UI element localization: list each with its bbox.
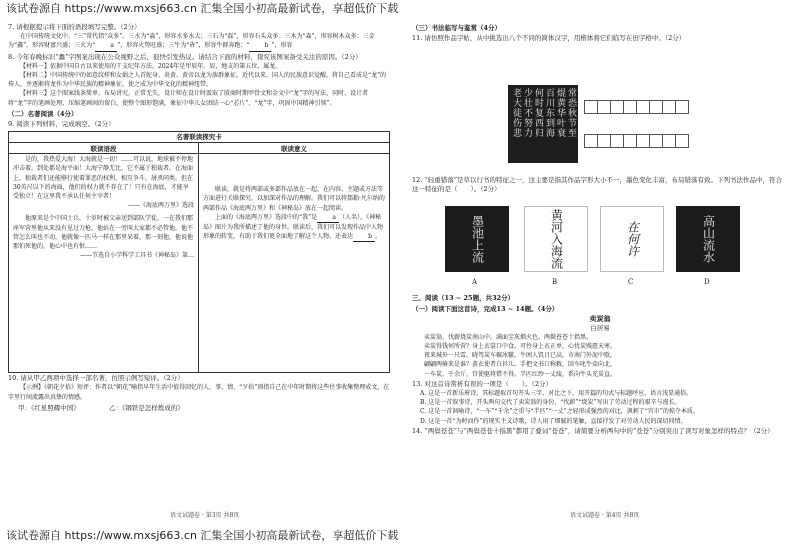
page-footer-right: 语文试题卷 · 第4页 共8页: [570, 512, 640, 519]
watermark-bottom: 该试卷源自 https://www.mxsj663.cn 汇集全国小初高最新试卷，享超低价下载: [6, 529, 399, 542]
question-8: 8. 今年春晚标识“蠡”字图案出现在公众视野之后，很快引发热议。请结合下面的材料，探究该图案备受关注的原因。（2分）: [8, 52, 362, 61]
grid-cell[interactable]: [610, 100, 624, 114]
poem-line: 卖炭翁，伐薪烧炭南山中。满面尘灰烟火色，两鬓苍苍十指黑。: [424, 333, 593, 341]
grid-cell[interactable]: [662, 134, 676, 148]
card-title: 名著联读探究卡: [9, 132, 389, 143]
grid-cell[interactable]: [636, 134, 650, 148]
reading-section: [412, 292, 788, 510]
sample-a-label: A: [472, 278, 478, 286]
question-11: 11. 请仿照作品字帖，从中挑选出八个不同的简体汉字，用楷体将它们临写在田字格中。（2分）: [412, 34, 686, 43]
question-14: 14. “两鬓苍苍”与“两鬓苍苍十指黑”都用了叠词“苍苍”，请简要分析两句中的“苍苍”分别突出了读写对象怎样的特点？（2分）: [412, 426, 774, 435]
grid-cell[interactable]: [649, 100, 663, 114]
option-c: C. 这是一首讽喻诗，“一车”“千余”之重与“半匹”“一丈”之轻形成强烈的对比，讽刺了“宫市”的掠夺本质。: [420, 408, 699, 416]
grid-cell[interactable]: [662, 100, 676, 114]
question-9: 9. 阅读下列材料，完成填空。（2分）: [8, 120, 115, 129]
poem-line: 翩翩两骑来是谁？黄衣使者白衫儿。手把文书口称敕，回车叱牛牵向北。: [424, 361, 617, 369]
meaning-intro: 联读，就是将两部或多部作品放在一起，在内容、主题或方法等方面进行关联探究，以加深对作品的理解。我们可以将儒勒·凡尔纳的两部作品《海底两万里》和《神秘岛》放在一起阅读。: [203, 186, 385, 212]
option-a: A. 这是一首新乐府诗，其标题取首句开头三字，对比之下，用开篇的句式与标题呼应，语言浅显通俗。: [420, 390, 693, 398]
copybook-line: 老大徒伤悲: [511, 88, 521, 138]
grid-cell[interactable]: [584, 134, 598, 148]
option-d: D. 这是一首“为时而作”的现实主义诗歌，诗人用了细腻的笔触，直接抒发了对劳动人民的深切同情。: [420, 417, 687, 425]
question-12: 12. “轻重错落”是草以行书的特征之一，这主要是指其作品字形大小不一，墨色变化丰富，布局错落有致。下列书法作品中，符合这一特征的是（ ）。（2分）: [412, 176, 783, 194]
sample-a: 墨池上流: [445, 206, 509, 272]
grid-cell[interactable]: [623, 100, 637, 114]
section-reading: 三、阅读（13 ~ 25题，共32分）: [412, 294, 515, 302]
copybook-line: 百川东到海: [544, 88, 554, 138]
poem-line: 一车炭，千余斤，宫使驱将惜不得。半匹红纱一丈绫，系向牛头充炭直。: [424, 370, 617, 378]
passage-1: 是的，我热爱大海！大海就是一切！……可以说，地球被不停地冲击着，到处都是海平面！大海宁静无比，它不属于独裁者。在海面上，独裁者们还能够行使着罪恶的权利，相互争斗，屠杀同类。但在30英尺以下的海面，他们的权力就不存在了！只有在海底，才能享受独立！在这里我不承认任何主宰者！: [13, 156, 194, 201]
poem-title: 卖炭翁: [589, 314, 611, 324]
copybook-line: 焜黄华叶衰: [555, 88, 565, 138]
sample-c: 在何许: [600, 206, 664, 272]
question-10: 10. 请从甲乙两项中选择一部名著，仿照示例写短评。（2分）: [8, 374, 184, 383]
calligraphy-copybook: [508, 85, 578, 163]
card-body: [9, 154, 389, 372]
section-calligraphy: （三）书法临写与鉴赏（4分）: [412, 24, 502, 32]
card-header-meaning: 联读意义: [199, 143, 389, 154]
exploration-card: [8, 131, 390, 373]
poem-author: 白居易: [590, 323, 610, 332]
section-reading-classics: （二）名著阅读（4分）: [8, 109, 78, 118]
copybook-line: 何时复西归: [533, 88, 543, 138]
watermark-top: 该试卷源自 https://www.mxsj663.cn 汇集全国小初高最新试卷，享超低价下载: [6, 2, 399, 15]
sample-b: 黄河入海流: [524, 206, 588, 272]
card-header-row: [9, 143, 389, 154]
sample-c-label: C: [628, 278, 634, 286]
question-10-options: 甲：《红星照耀中国》 乙：《钢铁是怎样炼成的》: [18, 403, 184, 412]
question-10-example: 【示例】《朝花夕拾》短评：作者以“朝花”喻指早年生活中值得回忆的人、事、情，“夕拾”则指自己在中年时期将这些往事收集整理成文，在字里行间流露出真挚的情感。: [8, 384, 390, 401]
reading-part-1: （一）阅读下面这首诗，完成13 ~ 14题。（4分）: [412, 305, 559, 314]
question-12-block: [412, 176, 788, 206]
grid-cell[interactable]: [675, 100, 689, 114]
passage-2-source: ——节选自小学科学工具书《神秘岛》第…: [79, 252, 194, 260]
material-2: 【材料二】中国传统中的如意纹样和女娲之人首蛇身、炎黄、黄帝以龙为族群象征。近代以来，国人的民族意识觉醒，将自己看成是“龙”的传人，并逐渐将龙作为中华民族的精神象征，使之成为中华文化的精神纽带。: [8, 72, 387, 89]
passage-1-source: ——《海底两万里》选段: [127, 202, 194, 210]
option-b: B. 这是一首叙事诗，开头两句交代了卖炭翁的身份，“伐薪”“烧炭”写出了劳动过程的艰辛与漫长。: [420, 399, 681, 407]
grid-cell[interactable]: [597, 100, 611, 114]
meaning-fill: 上面的《海底两万里》选段中的“我”是 a （人名），《神秘岛》图片为我所描述了他的身世。联读后，我们可以发现作品中人物形象的转变，有助于我们更全面地了解这个人物。还表达 b 。: [203, 213, 385, 243]
grid-cell[interactable]: [610, 134, 624, 148]
grid-cell[interactable]: [623, 134, 637, 148]
card-passages: [9, 154, 199, 372]
passage-2: 他原来是个中国士兵，十岁时被父亲送到部队学徒，一在我们那座军营里他从来没有见过刀枪，他站在一旁叫大家都不必管他，他不管怎么叫也不动，他就像一匹马一样在那里呆着，那一刻他，他说他那怕死他的，他心中也有恨……: [13, 215, 194, 251]
grid-cell[interactable]: [597, 134, 611, 148]
question-7-text: 在中国传统文化中，“三”常代指“众多”。三水为“淼”，形容水多水大；三石为“磊”，形容石头众多；三木为“森”，形容树木众多；三金为“鑫”，形容财富兴盛；三火为“ a ”，形容火势旺盛；三牛为“犇”，形容牛群奔跑；“ b ”，形容: [8, 32, 390, 51]
sample-d-label: D: [704, 278, 710, 286]
grid-cell[interactable]: [649, 134, 663, 148]
poem-line: 卖炭得钱何所营？身上衣裳口中食。可怜身上衣正单，心忧炭贱愿天寒。: [424, 343, 617, 351]
question-7: 7. 请根据提示将下面的语段填写完整。（2分）: [8, 23, 141, 31]
poem-line: 夜来城外一尺雪，晓驾炭车辗冰辙。牛困人饥日已高，市南门外泥中歇。: [424, 352, 617, 360]
grid-cell[interactable]: [636, 100, 650, 114]
left-column: [8, 22, 390, 522]
sample-b-label: B: [552, 278, 558, 286]
grid-cell[interactable]: [675, 134, 689, 148]
practice-grid-row-2[interactable]: [584, 134, 688, 148]
practice-grid-row-1[interactable]: [584, 100, 688, 114]
material-1: 【材料一】依据中国自古以来使用的干支纪年方法，2024年是甲辰年。辰，地支的第五位，属龙。: [20, 62, 282, 70]
card-header-passage: 联读语段: [9, 143, 199, 154]
copybook-line: 少壮不努力: [522, 88, 532, 138]
grid-cell[interactable]: [584, 100, 598, 114]
material-3: 【材料三】这个图案线条简单，布局讲究，正常无失，设计师在设计时汲取了殷商时期甲骨文和金文中“龙”字的写法，同时，设计者将“龙”字的笔画处理，压缩笔画间的留白，使整个图形饱满，象征中华儿女团结一心“芯片”、“龙”字，巩固中国精神引领”。: [8, 90, 369, 107]
card-meaning: [199, 154, 389, 372]
page-footer-left: 语文试题卷 · 第3页 共8页: [170, 512, 240, 519]
copybook-line: 常恐秋节至: [566, 88, 576, 138]
question-13: 13. 对这首诗赏析有误的一项是（ ）。（2分）: [412, 379, 553, 388]
sample-d: 高山流水: [676, 206, 740, 272]
